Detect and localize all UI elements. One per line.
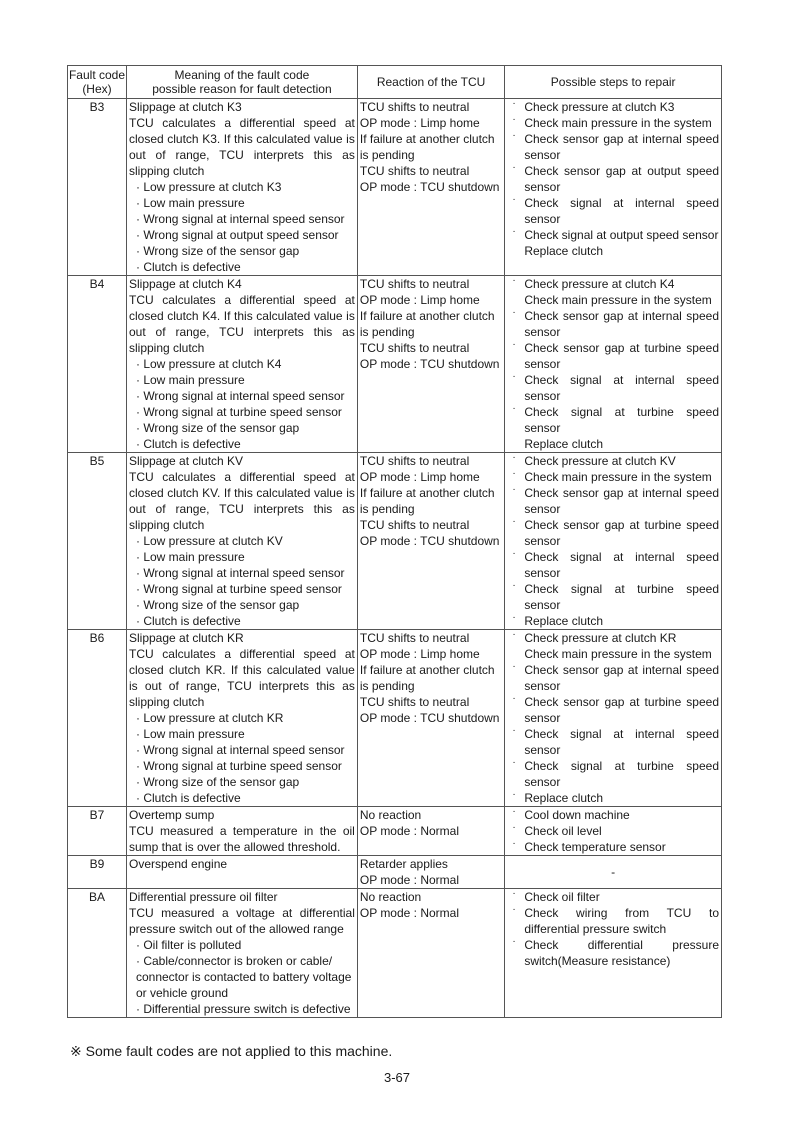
bullet-mark: · xyxy=(512,581,516,591)
repair-step xyxy=(507,839,719,855)
meaning-cell xyxy=(126,453,357,630)
repair-step xyxy=(507,404,719,436)
possible-cause: · Clutch is defective xyxy=(135,614,241,628)
table-row xyxy=(68,856,722,889)
meaning-cell xyxy=(126,276,357,453)
reaction-line: TCU shifts to neutral xyxy=(359,164,470,178)
header-reaction: Reaction of the TCU xyxy=(357,66,504,99)
repair-step-text: Check main pressure in the system xyxy=(524,647,712,661)
repair-steps-cell xyxy=(505,630,722,807)
possible-cause: · Wrong signal at turbine speed sensor xyxy=(135,405,342,419)
repair-steps-cell xyxy=(505,889,722,1018)
reaction-line: is pending xyxy=(359,148,415,162)
repair-step-text: Check signal at turbine speed sensor xyxy=(524,405,719,435)
bullet-mark: · xyxy=(512,758,516,768)
reaction-line: TCU shifts to neutral xyxy=(359,631,470,645)
repair-step xyxy=(507,372,719,404)
repair-step xyxy=(507,937,719,969)
repair-step-text: Check sensor gap at output speed sensor xyxy=(524,164,719,194)
possible-cause: · Low pressure at clutch K3 xyxy=(135,180,282,194)
bullet-mark: · xyxy=(512,517,516,527)
repair-step-text: Check oil filter xyxy=(524,890,600,904)
fault-description: TCU calculates a differential speed at closed clutch KR. If this calculated value is out of range, TCU interprets this as slipping clutch xyxy=(128,647,355,709)
bullet-mark: · xyxy=(512,790,516,800)
repair-steps-cell xyxy=(505,453,722,630)
table-header-row xyxy=(68,66,722,99)
possible-cause: · Wrong signal at internal speed sensor xyxy=(135,389,345,403)
bullet-mark: · xyxy=(512,694,516,704)
bullet-mark: · xyxy=(512,937,516,947)
header-fault-code xyxy=(68,66,127,99)
reaction-line: If failure at another clutch xyxy=(359,132,495,146)
reaction-line: No reaction xyxy=(359,808,422,822)
header-meaning xyxy=(126,66,357,99)
repair-step xyxy=(507,308,719,340)
possible-cause: · Low pressure at clutch K4 xyxy=(135,357,282,371)
repair-step xyxy=(507,646,719,662)
repair-step xyxy=(507,517,719,549)
bullet-mark: · xyxy=(512,308,516,318)
page-number: 3-67 xyxy=(383,1070,411,1085)
possible-cause: · Wrong size of the sensor gap xyxy=(135,244,300,258)
reaction-line: If failure at another clutch xyxy=(359,486,495,500)
possible-cause: · Low pressure at clutch KV xyxy=(135,534,283,548)
repair-step xyxy=(507,549,719,581)
fault-description: TCU measured a voltage at differential pressure switch out of the allowed range xyxy=(128,906,355,936)
table-row xyxy=(68,276,722,453)
repair-step-text: Check sensor gap at internal speed sensor xyxy=(524,132,719,162)
possible-cause: · Wrong size of the sensor gap xyxy=(135,421,300,435)
meaning-cell xyxy=(126,889,357,1018)
repair-step xyxy=(507,453,719,469)
meaning-cell xyxy=(126,807,357,856)
reaction-line: OP mode : Limp home xyxy=(359,116,480,130)
repair-step-text: Check pressure at clutch KV xyxy=(524,454,676,468)
reaction-line: TCU shifts to neutral xyxy=(359,695,470,709)
possible-cause: · Wrong signal at turbine speed sensor xyxy=(135,582,342,596)
fault-code-cell: B4 xyxy=(68,276,127,453)
reaction-line: No reaction xyxy=(359,890,422,904)
repair-step-text: Check sensor gap at internal speed sensor xyxy=(524,663,719,693)
reaction-line: If failure at another clutch xyxy=(359,663,495,677)
reaction-line: TCU shifts to neutral xyxy=(359,454,470,468)
reaction-line: OP mode : Limp home xyxy=(359,293,480,307)
repair-step-text: Check signal at internal speed sensor xyxy=(524,727,719,757)
reaction-line: Retarder applies xyxy=(359,857,448,871)
reaction-line: is pending xyxy=(359,679,415,693)
reaction-cell xyxy=(357,276,504,453)
reaction-cell xyxy=(357,807,504,856)
footnote: ※ Some fault codes are not applied to this machine. xyxy=(70,1043,393,1059)
reaction-line: OP mode : Normal xyxy=(359,906,460,920)
possible-cause: connector is contacted to battery voltage xyxy=(135,970,352,984)
reaction-line: If failure at another clutch xyxy=(359,309,495,323)
repair-step-text: Check sensor gap at internal speed sensor xyxy=(524,486,719,516)
possible-cause: · Clutch is defective xyxy=(135,791,241,805)
fault-description: TCU calculates a differential speed at closed clutch K4. If this calculated value is out of range, TCU interprets this as slipping clutch xyxy=(128,293,355,355)
reaction-line: OP mode : Normal xyxy=(359,824,460,838)
possible-cause: · Low main pressure xyxy=(135,727,245,741)
repair-step xyxy=(507,485,719,517)
bullet-mark: · xyxy=(512,99,516,109)
possible-cause: or vehicle ground xyxy=(135,986,229,1000)
repair-step-text: Check sensor gap at turbine speed sensor xyxy=(524,341,719,371)
repair-step xyxy=(507,889,719,905)
reaction-cell xyxy=(357,889,504,1018)
repair-step xyxy=(507,469,719,485)
repair-steps-cell: - xyxy=(505,856,722,889)
reaction-line: TCU shifts to neutral xyxy=(359,277,470,291)
repair-step-text: Replace clutch xyxy=(524,437,604,451)
repair-step-text: Check pressure at clutch KR xyxy=(524,631,677,645)
repair-step xyxy=(507,340,719,372)
reaction-line: TCU shifts to neutral xyxy=(359,341,470,355)
repair-step-text: Check signal at output speed sensor xyxy=(524,228,719,242)
bullet-mark: · xyxy=(512,115,516,125)
table-body xyxy=(68,99,722,1018)
bullet-mark: · xyxy=(512,613,516,623)
repair-step xyxy=(507,276,719,292)
bullet-mark: · xyxy=(512,889,516,899)
repair-step-text: Replace clutch xyxy=(524,791,604,805)
repair-step-text: Check wiring from TCU to differential pressure switch xyxy=(524,906,719,936)
bullet-mark: · xyxy=(512,905,516,915)
reaction-line: is pending xyxy=(359,502,415,516)
repair-step-text: Replace clutch xyxy=(524,244,604,258)
header-fault-code-line: (Hex) xyxy=(82,82,112,96)
repair-step-text: Check sensor gap at turbine speed sensor xyxy=(524,518,719,548)
repair-step-text: Check pressure at clutch K4 xyxy=(524,277,675,291)
reaction-line: TCU shifts to neutral xyxy=(359,100,470,114)
header-fault-code-line: Fault code xyxy=(68,68,126,82)
reaction-line: is pending xyxy=(359,325,415,339)
fault-title: Slippage at clutch KR xyxy=(128,631,244,645)
possible-cause: · Low pressure at clutch KR xyxy=(135,711,284,725)
repair-step-text: Replace clutch xyxy=(524,614,604,628)
repair-step xyxy=(507,243,719,259)
header-meaning-line: Meaning of the fault code xyxy=(174,68,310,82)
repair-step xyxy=(507,436,719,452)
fault-title: Slippage at clutch KV xyxy=(128,454,244,468)
repair-step-text: Check pressure at clutch K3 xyxy=(524,100,675,114)
repair-step xyxy=(507,227,719,243)
repair-step-text: Check signal at internal speed sensor xyxy=(524,550,719,580)
table-row xyxy=(68,99,722,276)
repair-steps-cell xyxy=(505,807,722,856)
repair-step xyxy=(507,807,719,823)
fault-title: Slippage at clutch K3 xyxy=(128,100,242,114)
repair-step-text: Check main pressure in the system xyxy=(524,116,712,130)
bullet-mark: · xyxy=(512,726,516,736)
reaction-line: OP mode : Limp home xyxy=(359,470,480,484)
table-row xyxy=(68,453,722,630)
reaction-cell xyxy=(357,630,504,807)
repair-step-text: Check signal at internal speed sensor xyxy=(524,373,719,403)
repair-step xyxy=(507,662,719,694)
reaction-line: OP mode : TCU shutdown xyxy=(359,534,500,548)
repair-step xyxy=(507,905,719,937)
bullet-mark: · xyxy=(512,372,516,382)
possible-cause: · Wrong size of the sensor gap xyxy=(135,775,300,789)
reaction-cell xyxy=(357,99,504,276)
table-row xyxy=(68,807,722,856)
fault-title: Overspend engine xyxy=(128,857,228,871)
possible-cause: · Low main pressure xyxy=(135,373,245,387)
possible-cause: · Wrong signal at internal speed sensor xyxy=(135,743,345,757)
fault-title: Differential pressure oil filter xyxy=(128,890,278,904)
meaning-cell xyxy=(126,99,357,276)
repair-step xyxy=(507,131,719,163)
bullet-mark: · xyxy=(512,340,516,350)
repair-step xyxy=(507,613,719,629)
bullet-mark: · xyxy=(512,131,516,141)
table-row xyxy=(68,630,722,807)
reaction-line: OP mode : Normal xyxy=(359,873,460,887)
bullet-mark: · xyxy=(512,404,516,414)
fault-description: TCU measured a temperature in the oil sump that is over the allowed threshold. xyxy=(128,824,355,854)
repair-step-text: Cool down machine xyxy=(524,808,630,822)
reaction-cell xyxy=(357,856,504,889)
repair-step-text: Check temperature sensor xyxy=(524,840,666,854)
repair-step-text: Check sensor gap at internal speed sensor xyxy=(524,309,719,339)
bullet-mark: · xyxy=(512,807,516,817)
possible-cause: · Low main pressure xyxy=(135,550,245,564)
possible-cause: · Oil filter is polluted xyxy=(135,938,242,952)
repair-step-text: Check oil level xyxy=(524,824,602,838)
repair-step-text: Check main pressure in the system xyxy=(524,293,712,307)
meaning-cell xyxy=(126,856,357,889)
repair-step xyxy=(507,292,719,308)
bullet-mark: · xyxy=(512,227,516,237)
reaction-line: OP mode : TCU shutdown xyxy=(359,180,500,194)
bullet-mark: · xyxy=(512,823,516,833)
repair-step xyxy=(507,115,719,131)
repair-step xyxy=(507,758,719,790)
fault-code-cell: B3 xyxy=(68,99,127,276)
repair-step-text: Check signal at turbine speed sensor xyxy=(524,759,719,789)
table-row xyxy=(68,889,722,1018)
repair-step xyxy=(507,726,719,758)
repair-steps-cell xyxy=(505,276,722,453)
bullet-mark: · xyxy=(512,276,516,286)
repair-step xyxy=(507,99,719,115)
bullet-mark: · xyxy=(512,549,516,559)
fault-code-cell: B6 xyxy=(68,630,127,807)
reaction-line: OP mode : TCU shutdown xyxy=(359,357,500,371)
fault-code-cell: B9 xyxy=(68,856,127,889)
repair-steps-cell xyxy=(505,99,722,276)
fault-description: TCU calculates a differential speed at closed clutch KV. If this calculated value is out of range, TCU interprets this as slipping clutch xyxy=(128,470,355,532)
possible-cause: · Wrong signal at internal speed sensor xyxy=(135,566,345,580)
reaction-line: OP mode : Limp home xyxy=(359,647,480,661)
repair-step xyxy=(507,581,719,613)
repair-step xyxy=(507,195,719,227)
repair-step-text: Check signal at internal speed sensor xyxy=(524,196,719,226)
possible-cause: · Cable/connector is broken or cable/ xyxy=(135,954,333,968)
header-repair: Possible steps to repair xyxy=(505,66,722,99)
bullet-mark: · xyxy=(512,453,516,463)
bullet-mark: · xyxy=(512,195,516,205)
reaction-line: TCU shifts to neutral xyxy=(359,518,470,532)
meaning-cell xyxy=(126,630,357,807)
possible-cause: · Low main pressure xyxy=(135,196,245,210)
reaction-line: OP mode : TCU shutdown xyxy=(359,711,500,725)
possible-cause: · Wrong signal at output speed sensor xyxy=(135,228,339,242)
fault-code-cell: B5 xyxy=(68,453,127,630)
bullet-mark: · xyxy=(512,839,516,849)
fault-description: TCU calculates a differential speed at closed clutch K3. If this calculated value is out of range, TCU interprets this as slipping clutch xyxy=(128,116,355,178)
possible-cause: · Clutch is defective xyxy=(135,437,241,451)
possible-cause: · Wrong signal at turbine speed sensor xyxy=(135,759,342,773)
possible-cause: · Wrong size of the sensor gap xyxy=(135,598,300,612)
fault-title: Overtemp sump xyxy=(128,808,215,822)
repair-step xyxy=(507,163,719,195)
repair-step xyxy=(507,823,719,839)
bullet-mark: · xyxy=(512,630,516,640)
repair-step xyxy=(507,694,719,726)
possible-cause: · Clutch is defective xyxy=(135,260,241,274)
fault-code-table xyxy=(67,65,722,1018)
repair-step xyxy=(507,790,719,806)
fault-code-cell: B7 xyxy=(68,807,127,856)
bullet-mark: · xyxy=(512,485,516,495)
fault-title: Slippage at clutch K4 xyxy=(128,277,242,291)
reaction-cell xyxy=(357,453,504,630)
repair-step-text: Check main pressure in the system xyxy=(524,470,712,484)
possible-cause: · Wrong signal at internal speed sensor xyxy=(135,212,345,226)
bullet-mark: · xyxy=(512,469,516,479)
repair-step xyxy=(507,630,719,646)
bullet-mark: · xyxy=(512,662,516,672)
header-meaning-line: possible reason for fault detection xyxy=(152,82,332,96)
possible-cause: · Differential pressure switch is defective xyxy=(135,1002,351,1016)
repair-step-text: Check differential pressure switch(Measure resistance) xyxy=(524,938,719,968)
repair-step-text: Check sensor gap at turbine speed sensor xyxy=(524,695,719,725)
repair-step-text: Check signal at turbine speed sensor xyxy=(524,582,719,612)
bullet-mark: · xyxy=(512,163,516,173)
fault-code-cell: BA xyxy=(68,889,127,1018)
